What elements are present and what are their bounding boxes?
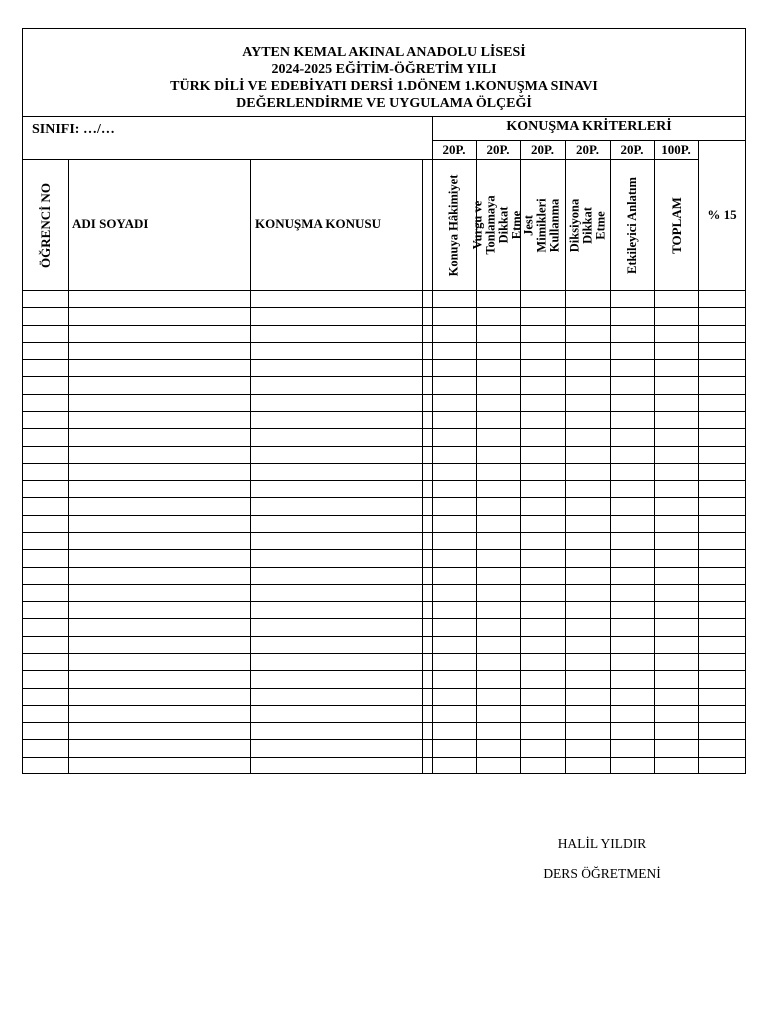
points-3: 20P. [531,142,554,157]
table-row-divider [22,584,746,585]
percent-header: % 15 [707,207,737,222]
table-row-divider [22,670,746,671]
header-bottom-divider [22,290,746,291]
table-row-divider [22,480,746,481]
criterion-5-header: Etkileyici Anlatım [624,176,639,274]
teacher-name: HALİL YILDIR [557,836,647,851]
criterion-2-header: Vurgu ve Tonlamaya Dikkat Etme [471,195,524,255]
class-label: SINIFI: …/… [32,122,115,137]
topic-header: KONUŞMA KONUSU [255,216,382,231]
table-row-divider [22,411,746,412]
table-row-divider [22,757,746,758]
table-row-divider [22,342,746,343]
criterion-4-header: Diksiyona Dikkat Etme [567,198,607,252]
table-row-divider [22,688,746,689]
table-row-divider [22,515,746,516]
table-row-divider [22,463,746,464]
table-row-divider [22,532,746,533]
criterion-1-header: Konuya Hâkimiyet [446,174,461,276]
total-header: TOPLAM [668,196,684,254]
evaluation-sheet [22,28,746,774]
table-row-divider [22,653,746,654]
table-row-divider [22,497,746,498]
points-5: 20P. [620,142,644,157]
scale-title: DEĞERLENDİRME VE UYGULAMA ÖLÇEĞİ [236,96,532,111]
table-row-divider [22,636,746,637]
table-row-divider [22,446,746,447]
name-header: ADI SOYADI [72,216,149,231]
points-total: 100P. [661,142,691,157]
table-row-divider [22,307,746,308]
table-row-divider [22,376,746,377]
column-divider [654,140,655,774]
title-divider [22,116,746,117]
column-divider [68,159,69,774]
school-name: AYTEN KEMAL AKINAL ANADOLU LİSESİ [242,45,526,60]
table-row-divider [22,428,746,429]
exam-title: TÜRK DİLİ VE EDEBİYATI DERSİ 1.DÖNEM 1.KONUŞMA SINAVI [170,79,598,94]
column-divider [422,159,423,774]
table-row-divider [22,601,746,602]
table-row-divider [22,705,746,706]
table-row-divider [22,549,746,550]
student-no-header: ÖĞRENCİ NO [37,182,53,268]
points-1: 20P. [442,142,466,157]
points-2: 20P. [486,142,510,157]
table-row-divider [22,394,746,395]
column-divider [565,140,566,774]
table-row-divider [22,739,746,740]
column-divider [698,140,699,774]
class-row-divider [22,159,432,160]
column-divider [476,140,477,774]
points-4: 20P. [576,142,599,157]
column-divider [520,140,521,774]
criterion-3-header: Jest Mimikleri Kullanma [522,197,562,253]
column-divider [250,159,251,774]
teacher-title: DERS ÖĞRETMENİ [543,866,661,881]
table-row-divider [22,618,746,619]
table-row-divider [22,359,746,360]
criteria-title: KONUŞMA KRİTERLERİ [506,119,672,134]
academic-year: 2024-2025 EĞİTİM-ÖĞRETİM YILI [271,62,497,77]
title-block [22,44,746,112]
table-row-divider [22,567,746,568]
table-row-divider [22,722,746,723]
table-row-divider [22,325,746,326]
column-divider [610,140,611,774]
